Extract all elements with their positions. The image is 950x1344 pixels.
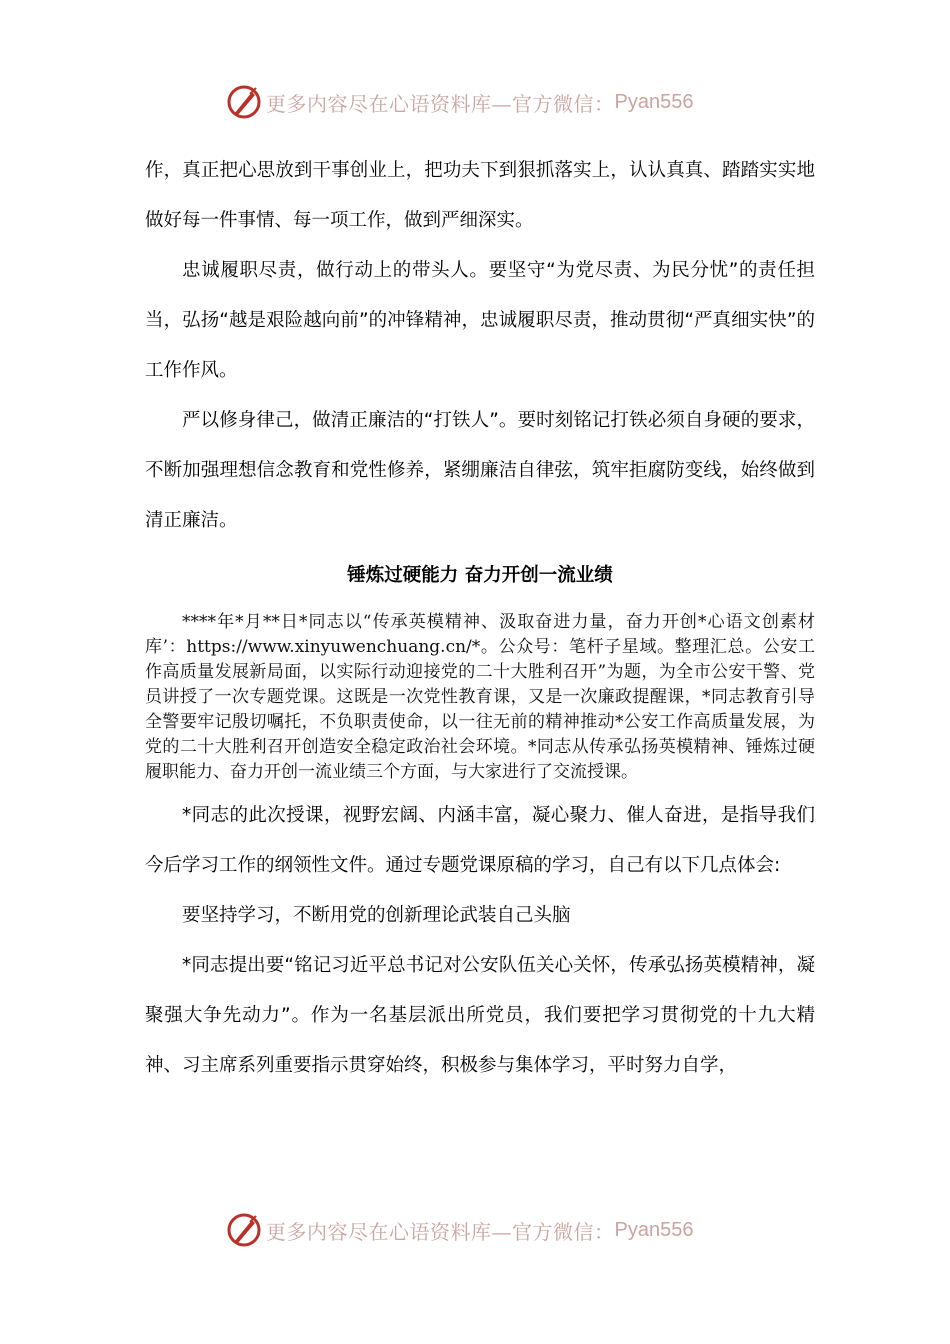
banner-wechat-id: Pyan556 [614,90,694,113]
paragraph-6: *同志提出要“铭记习近平总书记对公安队伍关心关怀，传承弘扬英模精神，凝聚强大争先动力”。作为一名基层派出所党员，我们要把学习贯彻党的十九大精神、习主席系列重要指示贯穿始终，积极参与集体学习，平时努力自学， [145,955,815,1076]
banner-text: 更多内容尽在心语资料库—官方微信： [266,91,615,116]
intro-paragraph: ****年*月**日*同志以“传承英模精神、汲取奋进力量，奋力开创*心语文创素材库’：https://www.xinyuwenchuang.cn/*。公众号：笔杆子星域。整理汇总。公安工作高质量发展新局面，以实际行动迎接党的二十大胜利召开”为题，为全市公安干警、党员讲授了一次专题党课。这既是一次党性教育课，又是一次廉政提醒课，*同志教育引导全警要牢记殷切嘱托，不负职责使命，以一往无前的精神推动*公安工作高质量发展，为党的二十大胜利召开创造安全稳定政治社会环境。*同志从传承弘扬英模精神、锤炼过硬履职能力、奋力开创一流业绩三个方面，与大家进行了交流授课。 [145,612,815,782]
header-banner [226,82,746,122]
paragraph-2: 忠诚履职尽责，做行动上的带头人。要坚守“为党尽责、为民分忧”的责任担当，弘扬“越是艰险越向前”的冲锋精神，忠诚履职尽责，推动贯彻“严真细实快”的工作作风。 [145,260,815,381]
quill-logo-icon [226,84,262,120]
paragraph-3: 严以修身律己，做清正廉洁的“打铁人”。要时刻铭记打铁必须自身硬的要求，不断加强理想信念教育和党性修养，紧绷廉洁自律弦，筑牢拒腐防变线，始终做到清正廉洁。 [145,410,815,531]
banner-wechat-id: Pyan556 [614,1218,694,1241]
section-heading: 锤炼过硬能力 奋力开创一流业绩 [347,565,613,586]
footer-banner [226,1210,746,1250]
document-body [145,146,815,1091]
quill-logo-icon [226,1212,262,1248]
banner-text: 更多内容尽在心语资料库—官方微信： [266,1219,615,1244]
paragraph-4: *同志的此次授课，视野宏阔、内涵丰富，凝心聚力、催人奋进，是指导我们今后学习工作的纲领性文件。通过专题党课原稿的学习，自己有以下几点体会: [145,805,815,876]
paragraph-1: 作，真正把心思放到干事创业上，把功夫下到狠抓落实上，认认真真、踏踏实实地做好每一件事情、每一项工作，做到严细深实。 [145,160,815,231]
paragraph-5: 要坚持学习，不断用党的创新理论武装自己头脑 [182,905,571,926]
